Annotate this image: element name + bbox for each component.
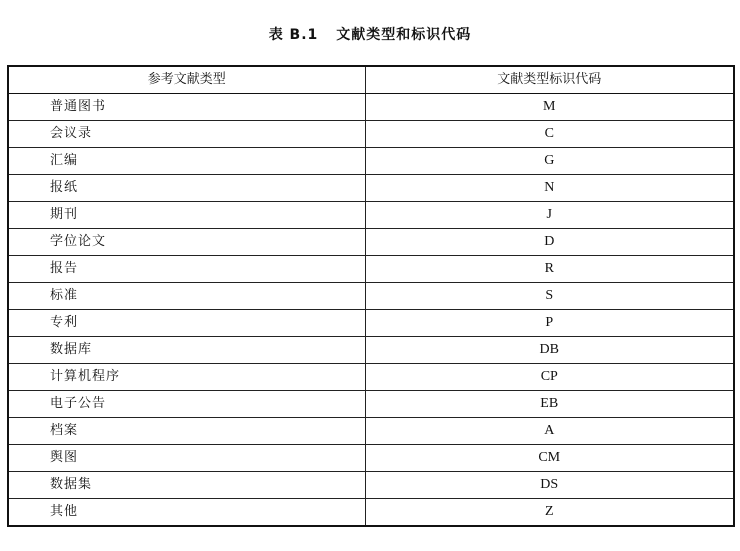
reference-type-cell: 学位论文 bbox=[8, 229, 365, 256]
identifier-code-cell: EB bbox=[365, 391, 734, 418]
table-row bbox=[8, 364, 734, 391]
reference-type-cell: 期刊 bbox=[8, 202, 365, 229]
identifier-code-cell: R bbox=[365, 256, 734, 283]
reference-type-cell: 电子公告 bbox=[8, 391, 365, 418]
table-row bbox=[8, 337, 734, 364]
reference-type-cell: 其他 bbox=[8, 499, 365, 527]
identifier-code-cell: P bbox=[365, 310, 734, 337]
identifier-code-cell: N bbox=[365, 175, 734, 202]
identifier-code-cell: CM bbox=[365, 445, 734, 472]
reference-type-cell: 数据集 bbox=[8, 472, 365, 499]
table-row bbox=[8, 418, 734, 445]
table-title: 文献类型和标识代码 bbox=[336, 27, 472, 43]
identifier-code-cell: D bbox=[365, 229, 734, 256]
table-number: 表 B.1 bbox=[268, 27, 319, 43]
reference-type-cell: 标准 bbox=[8, 283, 365, 310]
reference-type-cell: 汇编 bbox=[8, 148, 365, 175]
header-identifier-code: 文献类型标识代码 bbox=[365, 66, 734, 94]
reference-type-cell: 档案 bbox=[8, 418, 365, 445]
identifier-code-cell: Z bbox=[365, 499, 734, 527]
table-row bbox=[8, 121, 734, 148]
table-row bbox=[8, 94, 734, 121]
table-row bbox=[8, 175, 734, 202]
header-reference-type: 参考文献类型 bbox=[8, 66, 365, 94]
reference-type-cell: 舆图 bbox=[8, 445, 365, 472]
table-row bbox=[8, 391, 734, 418]
identifier-code-cell: DB bbox=[365, 337, 734, 364]
identifier-code-cell: A bbox=[365, 418, 734, 445]
identifier-code-cell: DS bbox=[365, 472, 734, 499]
reference-type-cell: 报纸 bbox=[8, 175, 365, 202]
identifier-code-cell: CP bbox=[365, 364, 734, 391]
table-row bbox=[8, 229, 734, 256]
reference-type-cell: 专利 bbox=[8, 310, 365, 337]
table-row bbox=[8, 148, 734, 175]
table-row bbox=[8, 445, 734, 472]
identifier-code-cell: J bbox=[365, 202, 734, 229]
header-row bbox=[8, 66, 734, 94]
reference-type-cell: 计算机程序 bbox=[8, 364, 365, 391]
identifier-code-cell: M bbox=[365, 94, 734, 121]
identifier-code-cell: S bbox=[365, 283, 734, 310]
table-caption bbox=[0, 26, 740, 44]
table-row bbox=[8, 202, 734, 229]
table-row bbox=[8, 283, 734, 310]
table-row bbox=[8, 310, 734, 337]
table-row bbox=[8, 472, 734, 499]
table-header bbox=[8, 66, 734, 94]
table-row bbox=[8, 256, 734, 283]
reference-type-cell: 会议录 bbox=[8, 121, 365, 148]
reference-type-cell: 普通图书 bbox=[8, 94, 365, 121]
reference-type-cell: 报告 bbox=[8, 256, 365, 283]
reference-type-cell: 数据库 bbox=[8, 337, 365, 364]
table-body bbox=[8, 94, 734, 527]
document-type-table bbox=[7, 65, 735, 527]
identifier-code-cell: C bbox=[365, 121, 734, 148]
identifier-code-cell: G bbox=[365, 148, 734, 175]
table-row bbox=[8, 499, 734, 527]
